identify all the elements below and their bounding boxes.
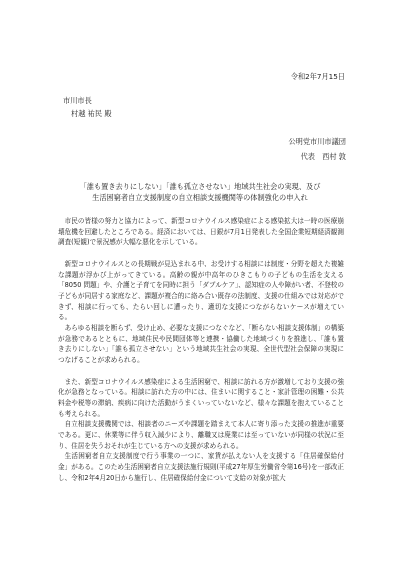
title-line: 「誰も置き去りにしない」「誰も孤立させない」地域共生社会の実現、及び [79,182,321,191]
body-paragraph: 市民の皆様の努力と協力によって、新型コロナウイルス感染症による感染拡大は一時の医療崩壊危機を回避したところである。経済においては、日銀が7月1日発表した全国企業短期経済観測調査(短観)で景況感が大幅な悪化を示している。 [58,217,344,247]
letter-body [58,216,344,484]
sender-name: 代表 西村 敦 [300,152,346,161]
letter-date: 令和2年7月15日 [290,72,345,81]
body-paragraph: あらゆる相談を断らず、受け止め、必要な支援につなぐなど、「断らない相談支援体制」の構築が急務であるとともに、地域住民や民間団体等と連携・協働した地域づくりを推進し、「誰も置き去りにしない」「誰も孤立させない」という地域共生社会の実現、全世代型社会保障の実現につなげることが求められる。 [58,324,344,365]
title-line: 生活困窮者自立支援制度の自立相談支援機関等の体制強化の申入れ [92,193,308,202]
body-paragraph: 生活困窮者自立支援制度で行う事業の一つに、家賃が払えない人を支援する「住居確保給付金」がある。このため生活困窮者自立支援法施行規則(平成27年厚生労働省令第16号)を一部改正し、令和2年4月20日から施行し、住居確保給付金について支給の対象が拡大 [58,452,344,482]
body-paragraph: また、新型コロナウイルス感染症による生活困窮で、相談に訪れる方が激増しており支援の強化が急務となっている。相談に訪れた方の中には、住まいに関すること・家計管理の困難・公共料金や税等の滞納、疾病に向けた活動がうまくいっていないなど、様々な課題を抱えていることも考えられる。 [58,377,344,418]
recipient-name: 村越 祐民 殿 [71,109,112,118]
body-paragraph: 新型コロナウイルスとの長期戦が見込まれる中、お受けする相談には制度・分野を超えた複雑な課題が浮かび上がってきている。高齢の親が中高年のひきこもりの子どもの生活を支える「8050 問題」や、介護と子育てを同時に担う「ダブルケア」、認知症の人や障がい者、不登校の子どもが同居する家庭など、課題が複合的に絡み合い既存の法制度、支援の仕組みでは対応ができず、相談に行っても、たらい回しに遭ったり、適切な支援につながらないケースが増えている。 [58,259,344,322]
letter-title [56,181,344,203]
body-paragraph: 自立相談支援機関では、相談者のニーズや課題を踏まえて本人に寄り添った支援の推進が重要である。更に、休業等に伴う収入減少により、離職又は廃業には至っていないが同様の状況に至り、住居を失うおそれが生じている方への支援が求められる。 [58,420,344,450]
sender-org: 公明党市川市議団 [288,137,346,146]
recipient-title: 市川市長 [63,96,92,105]
